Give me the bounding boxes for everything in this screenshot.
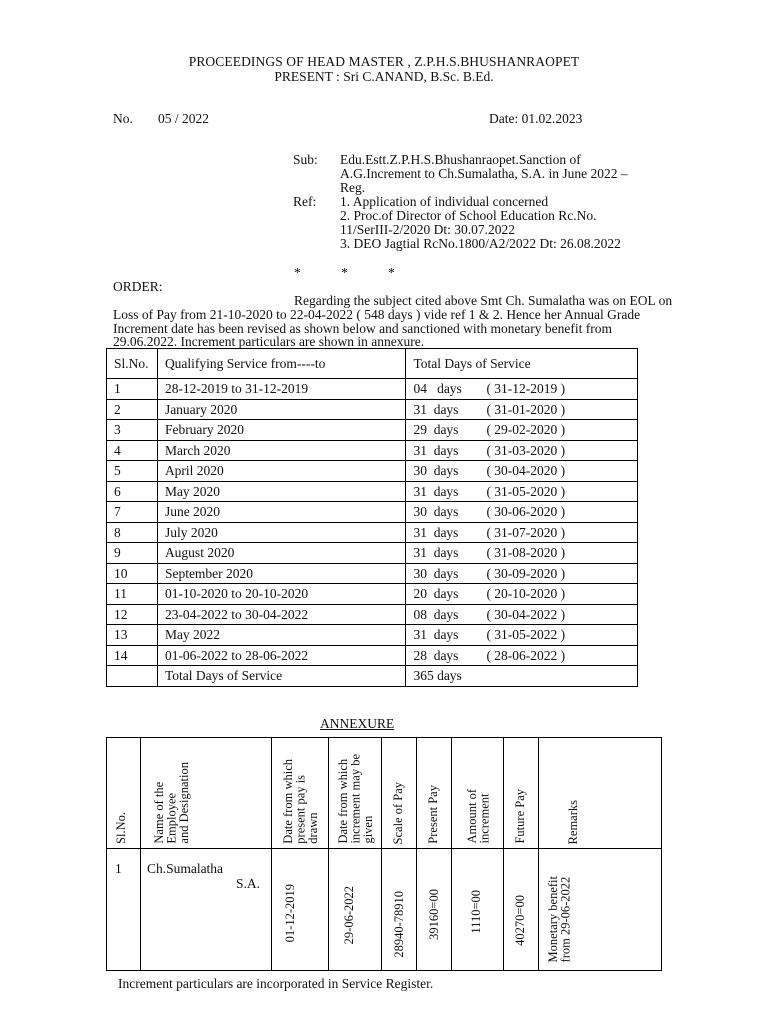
header-slno: Sl.No. [107, 349, 158, 379]
row-period: February 2020 [157, 420, 406, 441]
row-ending-date: ( 31-05-2022 ) [486, 627, 566, 643]
row-days-cell [406, 502, 638, 523]
table-row [107, 563, 638, 584]
row-slno: 13 [107, 625, 158, 646]
annex-header-future-pay: Future Pay [504, 738, 539, 849]
row-ending-date: ( 29-02-2020 ) [486, 422, 566, 438]
annex-scale: 28940-78910 [382, 849, 417, 971]
annex-date-given: 29-06-2022 [328, 849, 382, 971]
footer-note: Increment particulars are incorporated in Service Register. [118, 976, 434, 991]
row-period: April 2020 [157, 461, 406, 482]
row-period: 01-06-2022 to 28-06-2022 [157, 645, 406, 666]
row-slno: 14 [107, 645, 158, 666]
annex-remarks: Monetary benefit from 29-06-2022 [539, 849, 662, 971]
row-days-cell [406, 522, 638, 543]
row-ending-date: ( 30-04-2022 ) [486, 606, 566, 622]
annexure-data-row [107, 849, 662, 971]
row-slno: 11 [107, 584, 158, 605]
table-row [107, 461, 638, 482]
row-slno: 1 [107, 379, 158, 400]
row-slno: 7 [107, 502, 158, 523]
row-days: 29 days [413, 422, 459, 438]
annex-header-present-pay: Present Pay [417, 738, 452, 849]
row-period: September 2020 [157, 563, 406, 584]
annex-header-date-given: Date from which increment may be given [328, 738, 382, 849]
row-period: May 2022 [157, 625, 406, 646]
annex-present-pay: 39160=00 [417, 849, 452, 971]
ref-line-4: 3. DEO Jagtial RcNo.1800/A2/2022 Dt: 26.08.2022 [340, 236, 621, 251]
row-ending-date: ( 31-08-2020 ) [486, 545, 566, 561]
row-days: 31 days [413, 545, 459, 561]
order-line-3: Increment date has been revised as shown below and sanctioned with monetary benefit from [113, 321, 612, 336]
table-row [107, 625, 638, 646]
row-days: 31 days [413, 401, 459, 417]
row-days: 31 days [413, 627, 459, 643]
ref-line-1: 1. Application of individual concerned [340, 194, 549, 209]
row-slno: 12 [107, 604, 158, 625]
annex-future-pay: 40270=00 [504, 849, 539, 971]
row-period: August 2020 [157, 543, 406, 564]
row-days-cell [406, 625, 638, 646]
row-days-cell [406, 604, 638, 625]
sub-line-1: Edu.Estt.Z.P.H.S.Bhushanraopet.Sanction of [340, 152, 581, 167]
row-slno: 10 [107, 563, 158, 584]
ref-line-3: 11/SerIII-2/2020 Dt: 30.07.2022 [340, 222, 515, 237]
star: * [388, 265, 395, 280]
annex-header-name: Name of the Employee and Designation [140, 738, 271, 849]
row-days-cell [406, 420, 638, 441]
row-days-cell [406, 563, 638, 584]
total-label: Total Days of Service [157, 666, 406, 687]
row-days: 20 days [413, 586, 459, 602]
total-row [107, 666, 638, 687]
star: * [294, 265, 301, 280]
table-header-row [107, 349, 638, 379]
row-slno: 3 [107, 420, 158, 441]
table-row [107, 543, 638, 564]
row-slno: 9 [107, 543, 158, 564]
row-ending-date: ( 20-10-2020 ) [486, 586, 566, 602]
table-row [107, 645, 638, 666]
total-value: 365 days [406, 666, 638, 687]
row-slno: 5 [107, 461, 158, 482]
star: * [341, 265, 348, 280]
ref-line-2: 2. Proc.of Director of School Education Rc.No. [340, 208, 597, 223]
ref-label: Ref: [293, 194, 317, 209]
annex-date-drawn: 01-12-2019 [271, 849, 328, 971]
row-days: 04 days [413, 381, 462, 397]
row-days: 08 days [413, 606, 459, 622]
row-ending-date: ( 30-06-2020 ) [486, 504, 566, 520]
table-row [107, 502, 638, 523]
row-ending-date: ( 31-03-2020 ) [486, 442, 566, 458]
proceedings-number: 05 / 2022 [158, 111, 210, 126]
row-ending-date: ( 31-07-2020 ) [486, 524, 566, 540]
separator-stars [294, 265, 435, 281]
row-period: 01-10-2020 to 20-10-2020 [157, 584, 406, 605]
employee-name: Ch.Sumalatha [146, 861, 224, 876]
annex-header-remarks: Remarks [539, 738, 662, 849]
row-days-cell [406, 379, 638, 400]
row-slno: 4 [107, 440, 158, 461]
row-days: 30 days [413, 463, 459, 479]
row-days: 28 days [413, 647, 459, 663]
row-ending-date: ( 28-06-2022 ) [486, 647, 566, 663]
annex-header-slno: Sl.No. [107, 738, 141, 849]
sub-line-3: Reg. [340, 180, 366, 195]
row-period: July 2020 [157, 522, 406, 543]
row-days-cell [406, 399, 638, 420]
no-label: No. [113, 111, 133, 126]
row-days-cell [406, 584, 638, 605]
annex-header-amount: Amount of increment [452, 738, 504, 849]
row-period: 23-04-2022 to 30-04-2022 [157, 604, 406, 625]
row-period: March 2020 [157, 440, 406, 461]
row-days: 30 days [413, 504, 459, 520]
row-period: June 2020 [157, 502, 406, 523]
row-ending-date: ( 30-04-2020 ) [486, 463, 566, 479]
annex-slno: 1 [107, 849, 141, 971]
present-line: PRESENT : Sri C.ANAND, B.Sc. B.Ed. [274, 69, 494, 84]
annex-amount: 1110=00 [452, 849, 504, 971]
row-days-cell [406, 543, 638, 564]
table-row [107, 604, 638, 625]
order-line-2: Loss of Pay from 21-10-2020 to 22-04-2022 ( 548 days ) vide ref 1 & 2. Hence her Annual Grade [113, 307, 641, 322]
annex-header-date-drawn: Date from which present pay is drawn [271, 738, 328, 849]
proceedings-date: Date: 01.02.2023 [489, 111, 583, 126]
row-days-cell [406, 440, 638, 461]
table-row [107, 399, 638, 420]
proceedings-title: PROCEEDINGS OF HEAD MASTER , Z.P.H.S.BHUSHANRAOPET [188, 54, 580, 69]
row-period: May 2020 [157, 481, 406, 502]
row-days: 30 days [413, 565, 459, 581]
row-ending-date: ( 30-09-2020 ) [486, 565, 566, 581]
row-slno: 8 [107, 522, 158, 543]
row-period: 28-12-2019 to 31-12-2019 [157, 379, 406, 400]
annex-header-scale: Scale of Pay [382, 738, 417, 849]
header-total-days: Total Days of Service [406, 349, 638, 379]
row-slno: 6 [107, 481, 158, 502]
total-empty-cell [107, 666, 158, 687]
row-days-cell [406, 645, 638, 666]
row-slno: 2 [107, 399, 158, 420]
row-ending-date: ( 31-12-2019 ) [486, 381, 566, 397]
annexure-title: ANNEXURE [320, 716, 395, 731]
order-label: ORDER: [113, 279, 163, 294]
row-days-cell [406, 481, 638, 502]
annexure-table [106, 737, 662, 971]
header-period: Qualifying Service from----to [157, 349, 406, 379]
row-period: January 2020 [157, 399, 406, 420]
row-days-cell [406, 461, 638, 482]
order-line-4: 29.06.2022. Increment particulars are shown in annexure. [113, 334, 425, 349]
row-ending-date: ( 31-05-2020 ) [486, 483, 566, 499]
row-ending-date: ( 31-01-2020 ) [486, 401, 566, 417]
employee-designation: S.A. [235, 876, 260, 891]
table-row [107, 440, 638, 461]
annex-employee [140, 849, 271, 971]
service-table [106, 348, 638, 687]
order-line-1: Regarding the subject cited above Smt Ch. Sumalatha was on EOL on [294, 293, 673, 308]
table-row [107, 481, 638, 502]
table-row [107, 522, 638, 543]
row-days: 31 days [413, 524, 459, 540]
sub-label: Sub: [293, 152, 318, 167]
row-days: 31 days [413, 442, 459, 458]
row-days: 31 days [413, 483, 459, 499]
annexure-header-row [107, 738, 662, 849]
table-row [107, 420, 638, 441]
sub-line-2: A.G.Increment to Ch.Sumalatha, S.A. in June 2022 – [340, 166, 628, 181]
table-row [107, 584, 638, 605]
table-row [107, 379, 638, 400]
